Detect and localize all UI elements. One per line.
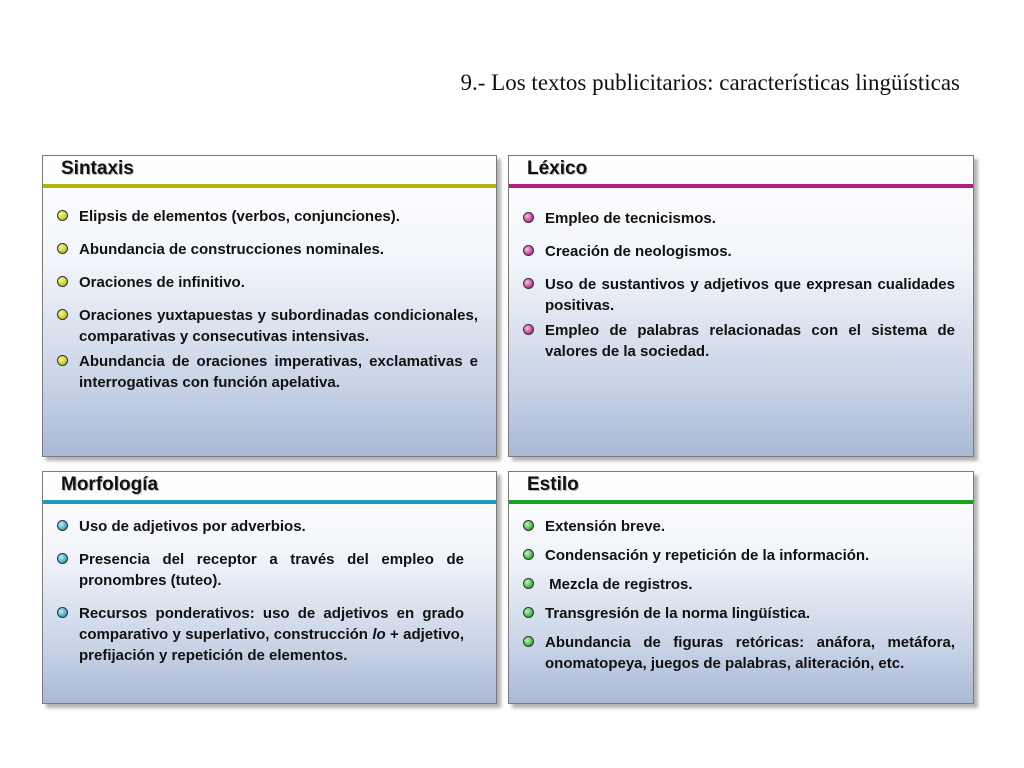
list-item bbox=[57, 351, 478, 393]
bullet-icon bbox=[523, 578, 534, 589]
list-item bbox=[523, 574, 955, 595]
bullet-icon bbox=[57, 553, 68, 564]
bullet-icon bbox=[57, 276, 68, 287]
panel-heading-estilo: Estilo bbox=[527, 474, 579, 495]
bullet-icon bbox=[523, 324, 534, 335]
list-item bbox=[523, 208, 955, 229]
bullet-icon bbox=[57, 607, 68, 618]
list-item bbox=[523, 320, 955, 362]
panel-heading-morfologia: Morfología bbox=[61, 474, 159, 495]
sintaxis-list bbox=[57, 206, 478, 405]
heading-underline-bar bbox=[509, 184, 973, 188]
list-item-text: Condensación y repetición de la información. bbox=[545, 547, 870, 564]
list-item-text: Empleo de tecnicismos. bbox=[545, 210, 716, 227]
bullet-icon bbox=[523, 245, 534, 256]
estilo-panel bbox=[508, 471, 974, 704]
list-item-text: Transgresión de la norma lingüística. bbox=[545, 605, 811, 622]
estilo-list bbox=[523, 516, 955, 682]
heading-underline-bar bbox=[43, 184, 496, 188]
list-item-text: Abundancia de oraciones imperativas, exclamativas e interrogativas con función apelativa. bbox=[79, 353, 478, 391]
morfologia-list bbox=[57, 516, 464, 678]
list-item bbox=[57, 206, 478, 227]
bullet-icon bbox=[57, 309, 68, 320]
bullet-icon bbox=[523, 212, 534, 223]
italic-lo: lo bbox=[372, 626, 386, 643]
list-item bbox=[523, 632, 955, 674]
list-item bbox=[57, 516, 464, 537]
list-item-text: Oraciones yuxtapuestas y subordinadas condicionales, comparativas y consecutivas intensivas. bbox=[79, 307, 478, 345]
bullet-icon bbox=[57, 243, 68, 254]
lexico-panel bbox=[508, 155, 974, 457]
list-item bbox=[523, 274, 955, 316]
lexico-list bbox=[523, 208, 955, 374]
bullet-icon bbox=[523, 636, 534, 647]
slide-title: 9.- Los textos publicitarios: características lingüísticas bbox=[460, 70, 960, 95]
bullet-icon bbox=[523, 549, 534, 560]
list-item bbox=[523, 603, 955, 624]
list-item bbox=[523, 516, 955, 537]
morfologia-panel bbox=[42, 471, 497, 704]
list-item bbox=[57, 305, 478, 347]
list-item-text: Presencia del receptor a través del empleo de pronombres (tuteo). bbox=[79, 551, 464, 589]
list-item bbox=[57, 549, 464, 591]
bullet-icon bbox=[523, 278, 534, 289]
list-item-text: Extensión breve. bbox=[545, 518, 666, 535]
list-item-text: Oraciones de infinitivo. bbox=[79, 274, 245, 291]
sintaxis-panel bbox=[42, 155, 497, 457]
list-item-text: Abundancia de figuras retóricas: anáfora, metáfora, onomatopeya, juegos de palabras, aliteración, etc. bbox=[545, 634, 955, 672]
list-item bbox=[523, 545, 955, 566]
bullet-icon bbox=[523, 607, 534, 618]
list-item-text: Uso de adjetivos por adverbios. bbox=[79, 518, 306, 535]
bullet-icon bbox=[57, 520, 68, 531]
list-item bbox=[57, 239, 478, 260]
list-item-text: Uso de sustantivos y adjetivos que expresan cualidades positivas. bbox=[545, 276, 955, 314]
list-item-text: Mezcla de registros. bbox=[545, 576, 693, 593]
list-item-text: Elipsis de elementos (verbos, conjunciones). bbox=[79, 208, 400, 225]
list-item-text: Recursos ponderativos: uso de adjetivos en grado comparativo y superlativo, construcción lo + adjetivo, prefijación y repetición de elementos. bbox=[79, 605, 464, 664]
bullet-icon bbox=[523, 520, 534, 531]
list-item-text: Creación de neologismos. bbox=[545, 243, 732, 260]
bullet-icon bbox=[57, 355, 68, 366]
list-item bbox=[57, 272, 478, 293]
list-item-text: Abundancia de construcciones nominales. bbox=[79, 241, 385, 258]
panel-heading-sintaxis: Sintaxis bbox=[61, 158, 134, 179]
list-item-text: Empleo de palabras relacionadas con el sistema de valores de la sociedad. bbox=[545, 322, 955, 360]
list-item bbox=[523, 241, 955, 262]
bullet-icon bbox=[57, 210, 68, 221]
panel-heading-lexico: Léxico bbox=[527, 158, 588, 179]
heading-underline-bar bbox=[509, 500, 973, 504]
heading-underline-bar bbox=[43, 500, 496, 504]
list-item bbox=[57, 603, 464, 666]
